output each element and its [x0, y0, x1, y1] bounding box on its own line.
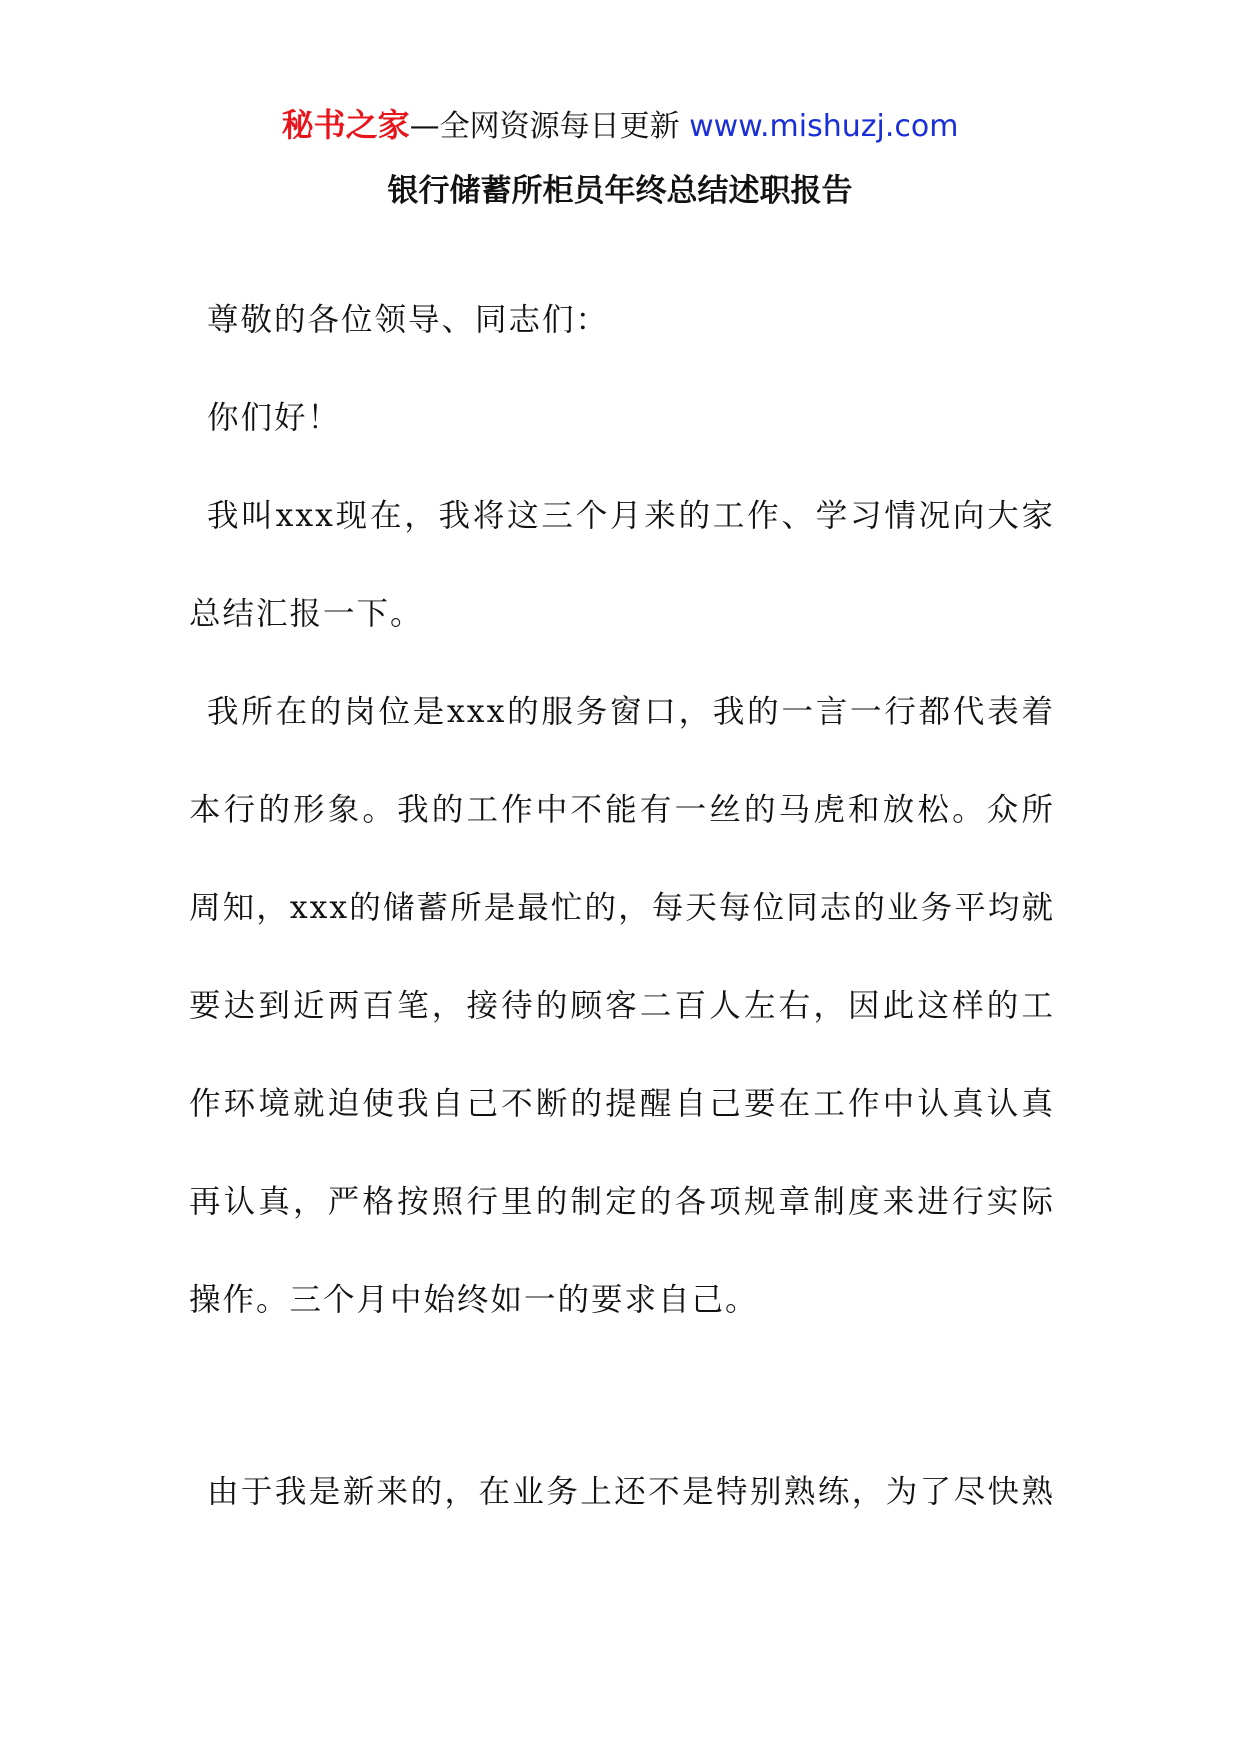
text-line: 本行的形象。我的工作中不能有一丝的马虎和放松。众所 — [189, 792, 1055, 828]
paragraph-greeting — [189, 271, 1055, 369]
document-title: 银行储蓄所柜员年终总结述职报告 — [387, 173, 853, 209]
site-header — [0, 100, 1240, 150]
text-line: 我所在的岗位是xxx的服务窗口，我的一言一行都代表着 — [207, 694, 1055, 730]
paragraph-position — [189, 663, 1055, 1349]
text-line: 作环境就迫使我自己不断的提醒自己要在工作中认真认真 — [189, 1086, 1055, 1122]
paragraph-newcomer — [189, 1443, 1055, 1541]
greeting-line: 尊敬的各位领导、同志们： — [207, 302, 610, 338]
brand-name: 秘书之家 — [281, 106, 410, 144]
paragraph-intro — [189, 467, 1055, 663]
header-tagline: —全网资源每日更新 — [409, 109, 680, 144]
text-line: 我叫xxx现在，我将这三个月来的工作、学习情况向大家 — [207, 498, 1055, 534]
text-line: 再认真，严格按照行里的制定的各项规章制度来进行实际 — [189, 1184, 1055, 1220]
paragraph-hello — [189, 369, 1055, 467]
text-line: 总结汇报一下。 — [189, 596, 424, 632]
text-line: 周知，xxx的储蓄所是最忙的，每天每位同志的业务平均就 — [189, 890, 1055, 926]
site-url-link[interactable]: www.mishuzj.com — [689, 109, 959, 144]
hello-line: 你们好！ — [207, 400, 342, 436]
text-line: 操作。三个月中始终如一的要求自己。 — [189, 1282, 759, 1318]
text-line: 由于我是新来的，在业务上还不是特别熟练，为了尽快熟 — [207, 1474, 1055, 1510]
text-line: 要达到近两百笔，接待的顾客二百人左右，因此这样的工 — [189, 988, 1055, 1024]
